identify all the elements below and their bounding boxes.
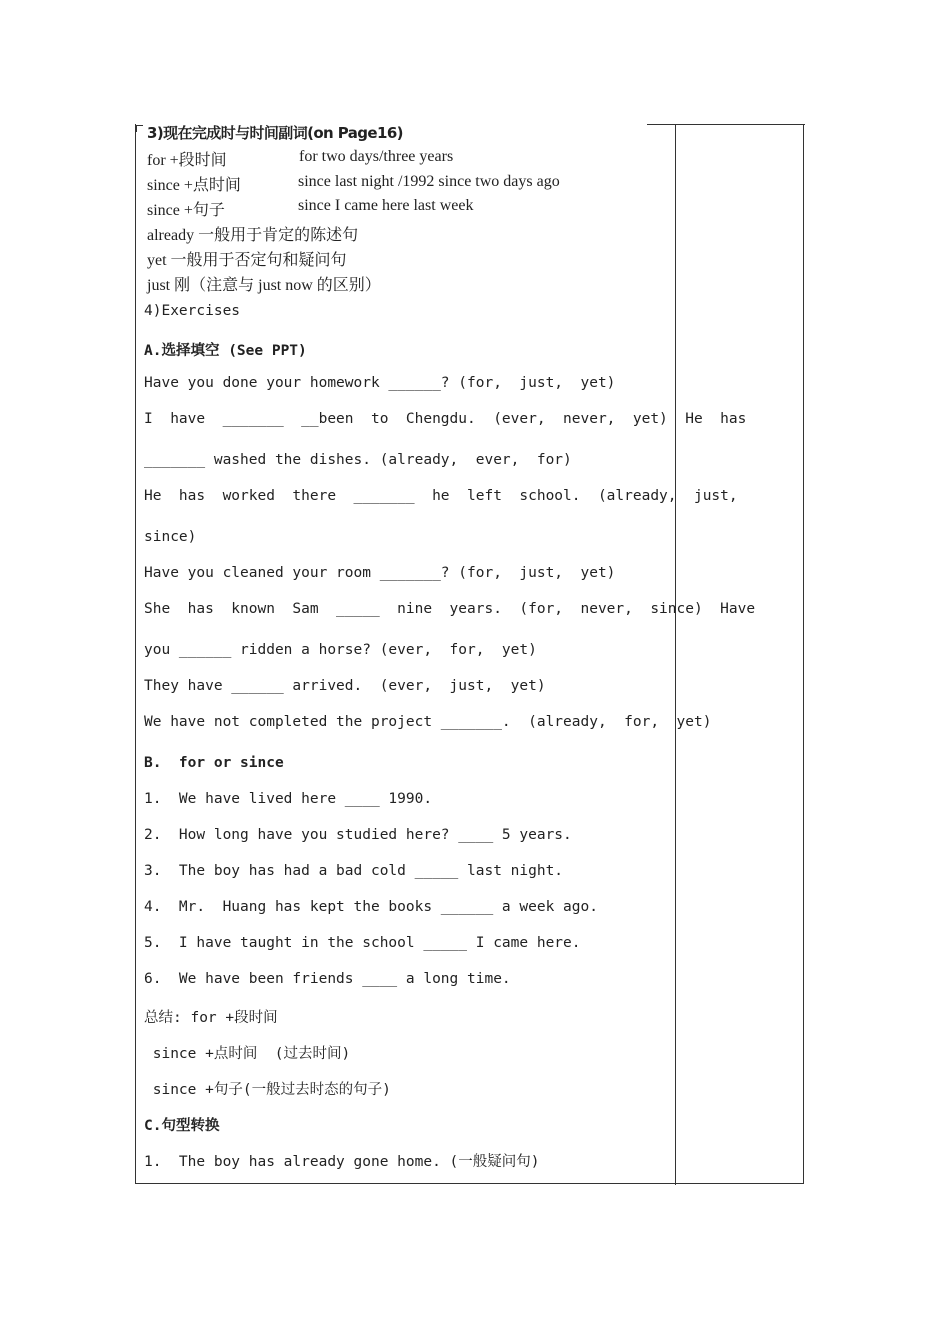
exercise-item: 1. The boy has already gone home. (一般疑问句) bbox=[144, 1154, 540, 1170]
exercises-heading: 4)Exercises bbox=[144, 303, 241, 319]
grammar-row-left: since +点时间 bbox=[147, 177, 241, 194]
exercise-line: We have not completed the project _______. (already, for, yet) bbox=[144, 714, 712, 730]
grammar-note: already 一般用于肯定的陈述句 bbox=[147, 227, 359, 244]
grammar-row-right: since last night /1992 since two days ago bbox=[298, 173, 560, 190]
exercise-item: 5. I have taught in the school _____ I came here. bbox=[144, 935, 581, 951]
exercise-item: 1. We have lived here ____ 1990. bbox=[144, 791, 433, 807]
grammar-row-left: since +句子 bbox=[147, 202, 225, 219]
exercise-item: 2. How long have you studied here? ____ 5 years. bbox=[144, 827, 572, 843]
grammar-row-left: for +段时间 bbox=[147, 152, 227, 169]
exercise-line: _______ washed the dishes. (already, ever, for) bbox=[144, 452, 572, 468]
exercise-line: She has known Sam _____ nine years. (for, never, since) Have bbox=[144, 601, 756, 617]
image-corner-mark bbox=[136, 125, 143, 132]
exercise-item: 3. The boy has had a bad cold _____ last night. bbox=[144, 863, 564, 879]
exercise-line: Have you done your homework ______? (for, just, yet) bbox=[144, 375, 616, 391]
section-b-heading: B. for or since bbox=[144, 755, 284, 771]
exercise-line: you ______ ridden a horse? (ever, for, yet) bbox=[144, 642, 537, 658]
grammar-row-right: since I came here last week bbox=[298, 197, 474, 214]
exercise-line: Have you cleaned your room _______? (for, just, yet) bbox=[144, 565, 616, 581]
exercise-line: since) bbox=[144, 529, 197, 545]
section-c-heading: C.句型转换 bbox=[144, 1118, 220, 1134]
exercise-line: I have _______ __been to Chengdu. (ever, never, yet) He has bbox=[144, 411, 747, 427]
grammar-row-right: for two days/three years bbox=[299, 148, 454, 165]
grammar-note: just 刚（注意与 just now 的区别） bbox=[147, 277, 381, 294]
grammar-title: 3)现在完成时与时间副词(on Page16) bbox=[147, 124, 403, 142]
exercise-item: 6. We have been friends ____ a long time. bbox=[144, 971, 511, 987]
summary-line: 总结: for +段时间 bbox=[144, 1010, 278, 1026]
exercise-line: He has worked there _______ he left school. (already, just, bbox=[144, 488, 738, 504]
grammar-note: yet 一般用于否定句和疑问句 bbox=[147, 252, 347, 269]
table-top-border bbox=[647, 124, 805, 125]
column-divider bbox=[675, 124, 676, 1185]
summary-line: since +点时间 (过去时间) bbox=[144, 1046, 351, 1062]
exercise-item: 4. Mr. Huang has kept the books ______ a week ago. bbox=[144, 899, 598, 915]
section-a-heading: A.选择填空 (See PPT) bbox=[144, 343, 307, 359]
exercise-line: They have ______ arrived. (ever, just, yet) bbox=[144, 678, 546, 694]
summary-line: since +句子(一般过去时态的句子) bbox=[144, 1082, 391, 1098]
